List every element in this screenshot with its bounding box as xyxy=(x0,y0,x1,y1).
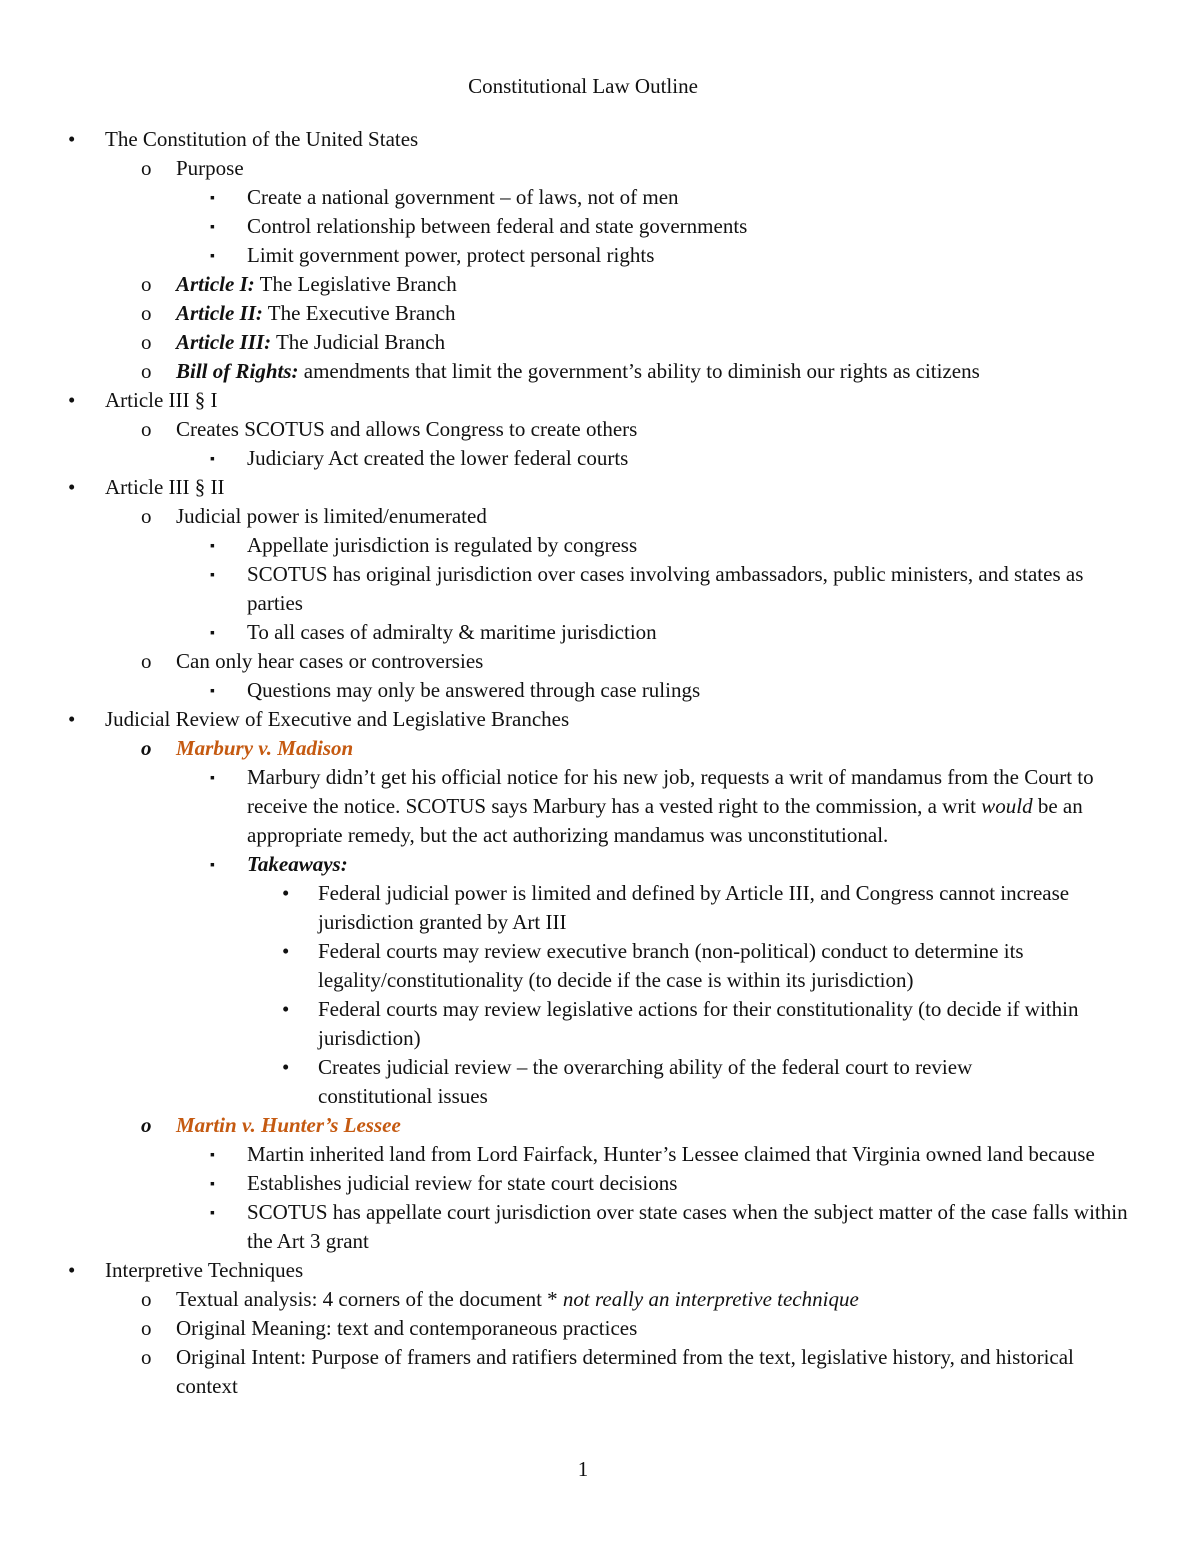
bullet-marker: • xyxy=(68,127,76,151)
bullet-marker: • xyxy=(282,881,290,905)
takeaways-item xyxy=(0,850,1200,879)
square-marker: ▪ xyxy=(210,626,215,641)
bullet-marker: • xyxy=(68,388,76,412)
square-marker: ▪ xyxy=(210,568,215,583)
list-item xyxy=(0,502,1200,531)
item-text: amendments that limit the government’s ability to diminish our rights as citizens xyxy=(298,359,980,383)
item-text: Creates judicial review – the overarching ability of the federal court to review constitutional issues xyxy=(318,1055,973,1108)
outline xyxy=(0,125,1200,1401)
item-text: Limit government power, protect personal rights xyxy=(247,243,655,267)
outline-item-article-3-section-2 xyxy=(0,473,1200,502)
square-marker: ▪ xyxy=(210,539,215,554)
list-item xyxy=(0,1314,1200,1343)
list-item xyxy=(0,415,1200,444)
case-marbury xyxy=(0,734,1200,763)
list-item xyxy=(0,879,1200,937)
item-text: Martin inherited land from Lord Fairfack, Hunter’s Lessee claimed that Virginia owned land because xyxy=(247,1142,1095,1166)
article-label: Article I: xyxy=(176,272,255,296)
case-martin xyxy=(0,1111,1200,1140)
list-item xyxy=(0,1053,1200,1111)
item-text: To all cases of admiralty & maritime jurisdiction xyxy=(247,620,657,644)
square-marker: ▪ xyxy=(210,220,215,235)
list-item xyxy=(0,676,1200,705)
list-item xyxy=(0,1343,1200,1401)
circle-marker: o xyxy=(141,1113,152,1137)
item-text: The Executive Branch xyxy=(262,301,456,325)
outline-item-constitution xyxy=(0,125,1200,154)
list-item xyxy=(0,241,1200,270)
outline-item-article-1 xyxy=(0,270,1200,299)
square-marker: ▪ xyxy=(210,858,215,873)
circle-marker: o xyxy=(141,417,152,441)
bill-of-rights-label: Bill of Rights: xyxy=(176,359,299,383)
item-text: Marbury didn’t get his official notice for his new job, requests a writ of mandamus from the Court to receive the notice. SCOTUS says Marbury has a vested right to the commission, a writ xyxy=(247,765,1094,818)
circle-marker: o xyxy=(141,1287,152,1311)
list-item xyxy=(0,1285,1200,1314)
outline-item-judicial-review xyxy=(0,705,1200,734)
square-marker: ▪ xyxy=(210,771,215,786)
item-text: SCOTUS has appellate court jurisdiction over state cases when the subject matter of the case falls within the Art 3 grant xyxy=(247,1200,1128,1253)
circle-marker: o xyxy=(141,301,152,325)
item-text: The Constitution of the United States xyxy=(105,127,419,151)
list-item xyxy=(0,763,1200,850)
item-text: be an appropriate remedy, but the act authorizing mandamus was unconstitutional. xyxy=(247,794,1083,847)
item-text: SCOTUS has original jurisdiction over cases involving ambassadors, public ministers, and states as parties xyxy=(247,562,1084,615)
case-name: Martin v. Hunter’s Lessee xyxy=(176,1113,401,1137)
emphasis-text: would xyxy=(981,794,1033,818)
item-text: Judiciary Act created the lower federal courts xyxy=(247,446,629,470)
outline-item-interpretive-techniques xyxy=(0,1256,1200,1285)
bullet-marker: • xyxy=(282,997,290,1021)
list-item xyxy=(0,937,1200,995)
item-text: Judicial Review of Executive and Legislative Branches xyxy=(105,707,570,731)
bullet-marker: • xyxy=(282,1055,290,1079)
list-item xyxy=(0,444,1200,473)
square-marker: ▪ xyxy=(210,1177,215,1192)
item-text: Article III § II xyxy=(105,475,225,499)
item-text: Questions may only be answered through case rulings xyxy=(247,678,701,702)
list-item xyxy=(0,1169,1200,1198)
circle-marker: o xyxy=(141,1316,152,1340)
circle-marker: o xyxy=(141,272,152,296)
outline-item-article-2 xyxy=(0,299,1200,328)
circle-marker: o xyxy=(141,156,152,180)
list-item xyxy=(0,1140,1200,1169)
page-title: Constitutional Law Outline xyxy=(468,74,698,98)
list-item xyxy=(0,618,1200,647)
outline-item-bill-of-rights xyxy=(0,357,1200,386)
bullet-marker: • xyxy=(282,939,290,963)
outline-item-purpose xyxy=(0,154,1200,183)
item-text: Purpose xyxy=(176,156,244,180)
article-label: Article III: xyxy=(176,330,272,354)
item-text: Original Meaning: text and contemporaneous practices xyxy=(176,1316,638,1340)
item-text: Creates SCOTUS and allows Congress to create others xyxy=(176,417,638,441)
list-item xyxy=(0,531,1200,560)
item-text: The Judicial Branch xyxy=(271,330,446,354)
circle-marker: o xyxy=(141,359,152,383)
item-text: Textual analysis: 4 corners of the document * xyxy=(176,1287,563,1311)
list-item xyxy=(0,212,1200,241)
item-text: Federal courts may review executive branch (non-political) conduct to determine its legality/constitutionality (to decide if the case is within its jurisdiction) xyxy=(318,939,1024,992)
takeaways-label: Takeaways: xyxy=(247,852,348,876)
list-item xyxy=(0,647,1200,676)
circle-marker: o xyxy=(141,330,152,354)
item-text: Control relationship between federal and state governments xyxy=(247,214,748,238)
emphasis-text: not really an interpretive technique xyxy=(562,1287,859,1311)
square-marker: ▪ xyxy=(210,684,215,699)
circle-marker: o xyxy=(141,649,152,673)
item-text: Interpretive Techniques xyxy=(105,1258,304,1282)
page-number: 1 xyxy=(577,1457,589,1481)
item-text: Establishes judicial review for state court decisions xyxy=(247,1171,678,1195)
square-marker: ▪ xyxy=(210,191,215,206)
list-item xyxy=(0,560,1200,618)
article-label: Article II: xyxy=(176,301,263,325)
square-marker: ▪ xyxy=(210,1206,215,1221)
bullet-marker: • xyxy=(68,707,76,731)
outline-item-article-3-section-1 xyxy=(0,386,1200,415)
item-text: The Legislative Branch xyxy=(254,272,457,296)
item-text: Original Intent: Purpose of framers and ratifiers determined from the text, legislative history, and historical context xyxy=(176,1345,1074,1398)
item-text: Can only hear cases or controversies xyxy=(176,649,484,673)
item-text: Article III § I xyxy=(105,388,218,412)
bullet-marker: • xyxy=(68,1258,76,1282)
item-text: Federal courts may review legislative actions for their constitutionality (to decide if within jurisdiction) xyxy=(318,997,1079,1050)
item-text: Create a national government – of laws, not of men xyxy=(247,185,679,209)
square-marker: ▪ xyxy=(210,452,215,467)
outline-item-article-3 xyxy=(0,328,1200,357)
bullet-marker: • xyxy=(68,475,76,499)
circle-marker: o xyxy=(141,504,152,528)
circle-marker: o xyxy=(141,736,152,760)
item-text: Judicial power is limited/enumerated xyxy=(176,504,487,528)
list-item xyxy=(0,1198,1200,1256)
square-marker: ▪ xyxy=(210,1148,215,1163)
case-name: Marbury v. Madison xyxy=(176,736,354,760)
item-text: Appellate jurisdiction is regulated by congress xyxy=(247,533,638,557)
list-item xyxy=(0,995,1200,1053)
item-text: Federal judicial power is limited and defined by Article III, and Congress cannot increase jurisdiction granted by Art III xyxy=(318,881,1070,934)
list-item xyxy=(0,183,1200,212)
square-marker: ▪ xyxy=(210,249,215,264)
circle-marker: o xyxy=(141,1345,152,1369)
